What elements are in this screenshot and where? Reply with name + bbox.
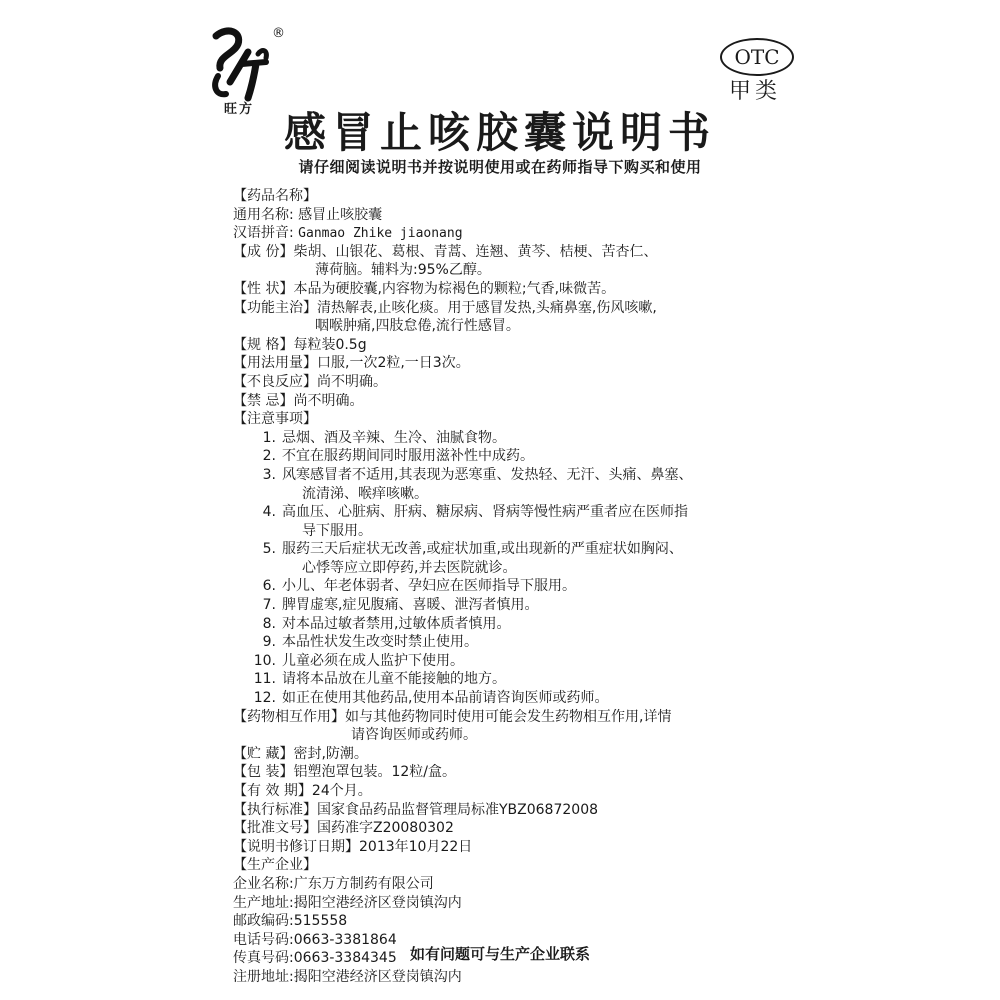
precaution-text: 如正在使用其他药品,使用本品前请咨询医师或药师。 <box>282 690 609 707</box>
adverse-value: 尚不明确。 <box>317 373 387 390</box>
precaution-number: 5. <box>262 541 276 558</box>
storage-row <box>233 745 793 764</box>
precaution-number: 7. <box>262 597 276 614</box>
package-value: 铝塑泡罩包装。12粒/盒。 <box>293 764 456 781</box>
generic-name-row <box>233 206 793 225</box>
validity-value: 24个月。 <box>311 783 372 799</box>
approval-label: 【批准文号】 <box>233 820 317 837</box>
precaution-item <box>233 503 793 522</box>
standard-row <box>233 801 793 820</box>
storage-value: 密封,防潮。 <box>293 745 368 762</box>
precaution-item <box>233 540 793 559</box>
specification-row <box>233 336 793 355</box>
indications-row <box>233 299 793 318</box>
precaution-text-cont-value: 流清涕、喉痒咳嗽。 <box>302 485 428 502</box>
revision-value: 2013年10月22日 <box>359 838 473 855</box>
composition-value: 柴胡、山银花、葛根、青蒿、连翘、黄芩、桔梗、苦杏仁、 <box>293 243 658 260</box>
manufacturer-field <box>233 912 793 931</box>
precaution-text: 请将本品放在儿童不能接触的地方。 <box>282 671 506 688</box>
precaution-number: 3. <box>262 466 276 483</box>
manufacturer-field-label: 传真号码: <box>233 950 294 967</box>
manufacturer-field-label: 邮政编码: <box>233 913 294 930</box>
adverse-row <box>233 373 793 392</box>
precaution-text: 忌烟、酒及辛辣、生冷、油腻食物。 <box>282 429 506 446</box>
manufacturer-field-label: 注册地址: <box>233 968 294 985</box>
storage-label: 【贮 藏】 <box>233 745 294 762</box>
indications-label: 【功能主治】 <box>233 299 317 316</box>
validity-row <box>233 782 793 801</box>
manufacturer-field-value: 揭阳空港经济区登岗镇沟内 <box>293 894 462 911</box>
precaution-text: 对本品过敏者禁用,过敏体质者慎用。 <box>282 615 511 632</box>
manufacturer-field <box>233 894 793 913</box>
precaution-item <box>233 596 793 615</box>
dosage-row <box>233 354 793 373</box>
precaution-number: 2. <box>262 448 276 465</box>
standard-value: 国家食品药品监督管理局标准YBZ06872008 <box>317 801 599 818</box>
manufacturer-field-label: 电话号码: <box>233 931 294 948</box>
pinyin-value: Ganmao Zhike jiaonang <box>298 226 463 242</box>
precaution-number: 6. <box>262 578 276 595</box>
interactions-value: 如与其他药物同时使用可能会发生药物相互作用,详情 <box>345 708 672 725</box>
revision-row <box>233 838 793 857</box>
precaution-number: 9. <box>262 634 276 651</box>
precaution-text: 不宜在服药期间同时服用滋补性中成药。 <box>282 448 534 465</box>
revision-label: 【说明书修订日期】 <box>233 838 359 855</box>
brand-name: 旺方 <box>224 102 255 117</box>
precaution-text: 脾胃虚寒,症见腹痛、喜暖、泄泻者慎用。 <box>282 597 539 614</box>
package-label: 【包 装】 <box>233 764 294 781</box>
precaution-number: 10. <box>253 652 276 669</box>
document-subtitle: 请仔细阅读说明书并按说明使用或在药师指导下购买和使用 <box>298 158 702 176</box>
precautions-header: 【注意事项】 <box>233 411 317 428</box>
dosage-value: 口服,一次2粒,一日3次。 <box>317 355 470 372</box>
pinyin-row <box>233 224 793 243</box>
precaution-item <box>233 429 793 448</box>
precaution-text: 小儿、年老体弱者、孕妇应在医师指导下服用。 <box>282 578 576 595</box>
precaution-text-cont <box>233 485 793 504</box>
manufacturer-field-value: 揭阳空港经济区登岗镇沟内 <box>293 968 462 985</box>
composition-row <box>233 243 793 262</box>
indications-value: 清热解表,止咳化痰。用于感冒发热,头痛鼻塞,伤风咳嗽, <box>317 299 657 316</box>
precaution-item <box>233 577 793 596</box>
precaution-item <box>233 670 793 689</box>
description-label: 【性 状】 <box>233 280 294 297</box>
description-value: 本品为硬胶囊,内容物为棕褐色的颗粒;气香,味微苦。 <box>293 280 616 297</box>
adverse-label: 【不良反应】 <box>233 373 317 390</box>
manufacturer-field <box>233 875 793 894</box>
indications-cont: 咽喉肿痛,四肢怠倦,流行性感冒。 <box>315 318 520 335</box>
precaution-text-cont <box>233 522 793 541</box>
contraindications-label: 【禁 忌】 <box>233 392 294 409</box>
registered-mark: ® <box>272 26 285 41</box>
precaution-number: 4. <box>262 504 276 521</box>
manufacturer-field-value: 0663-3381864 <box>293 931 397 948</box>
precaution-text-cont-value: 导下服用。 <box>302 522 372 539</box>
validity-label: 【有 效 期】 <box>233 783 312 799</box>
specification-label: 【规 格】 <box>233 336 294 353</box>
interactions-label: 【药物相互作用】 <box>233 708 345 725</box>
approval-value: 国药准字Z20080302 <box>317 820 454 837</box>
document-title: 感冒止咳胶囊说明书 <box>283 108 716 157</box>
manufacturer-field-value: 0663-3384345 <box>293 950 397 967</box>
precaution-number: 11. <box>253 671 276 688</box>
precaution-text: 风寒感冒者不适用,其表现为恶寒重、发热轻、无汗、头痛、鼻塞、 <box>282 466 693 483</box>
otc-badge: OTC <box>720 38 794 76</box>
precaution-text: 服药三天后症状无改善,或症状加重,或出现新的严重症状如胸闷、 <box>282 541 683 558</box>
contraindications-value: 尚不明确。 <box>293 392 364 409</box>
precaution-text-cont <box>233 559 793 578</box>
description-row <box>233 280 793 299</box>
approval-row <box>233 819 793 838</box>
interactions-row <box>233 708 793 727</box>
manufacturer-field <box>233 968 793 987</box>
manufacturer-field-value: 515558 <box>293 913 348 930</box>
precaution-item <box>233 615 793 634</box>
precaution-text: 高血压、心脏病、肝病、糖尿病、肾病等慢性病严重者应在医师指 <box>282 504 688 521</box>
specification-value: 每粒装0.5g <box>293 336 367 353</box>
precaution-number: 1. <box>262 429 276 446</box>
precaution-text: 本品性状发生改变时禁止使用。 <box>282 634 478 651</box>
precaution-number: 8. <box>262 615 276 632</box>
package-row <box>233 763 793 782</box>
manufacturer-field-label: 生产地址: <box>233 894 294 911</box>
footer-note: 如有问题可与生产企业联系 <box>409 945 590 963</box>
precaution-item <box>233 447 793 466</box>
precaution-item <box>233 689 793 708</box>
pinyin-label: 汉语拼音: <box>233 225 294 242</box>
precautions-list <box>233 429 793 708</box>
manufacturer-field-label: 企业名称: <box>233 875 294 892</box>
generic-name-value: 感冒止咳胶囊 <box>298 206 383 223</box>
precaution-text: 儿童必须在成人监护下使用。 <box>282 652 464 669</box>
drug-name-header: 【药品名称】 <box>233 188 317 204</box>
interactions-cont: 请咨询医师或药师。 <box>351 727 477 744</box>
precaution-number: 12. <box>253 690 276 707</box>
manufacturer-field-value: 广东万方制药有限公司 <box>293 875 434 892</box>
precaution-item <box>233 466 793 485</box>
generic-name-label: 通用名称: <box>233 206 294 223</box>
leaflet-body <box>233 187 793 987</box>
standard-label: 【执行标准】 <box>233 801 317 818</box>
otc-class: 甲类 <box>729 79 782 104</box>
precaution-text-cont-value: 心悸等应立即停药,并去医院就诊。 <box>302 559 517 576</box>
precaution-item <box>233 652 793 671</box>
precaution-item <box>233 633 793 652</box>
manufacturer-header: 【生产企业】 <box>233 857 317 874</box>
composition-label: 【成 份】 <box>233 243 294 260</box>
contraindications-row <box>233 392 793 411</box>
manufacturer-list <box>233 875 793 987</box>
dosage-label: 【用法用量】 <box>233 355 317 372</box>
composition-cont: 薄荷脑。辅料为:95%乙醇。 <box>315 262 491 279</box>
